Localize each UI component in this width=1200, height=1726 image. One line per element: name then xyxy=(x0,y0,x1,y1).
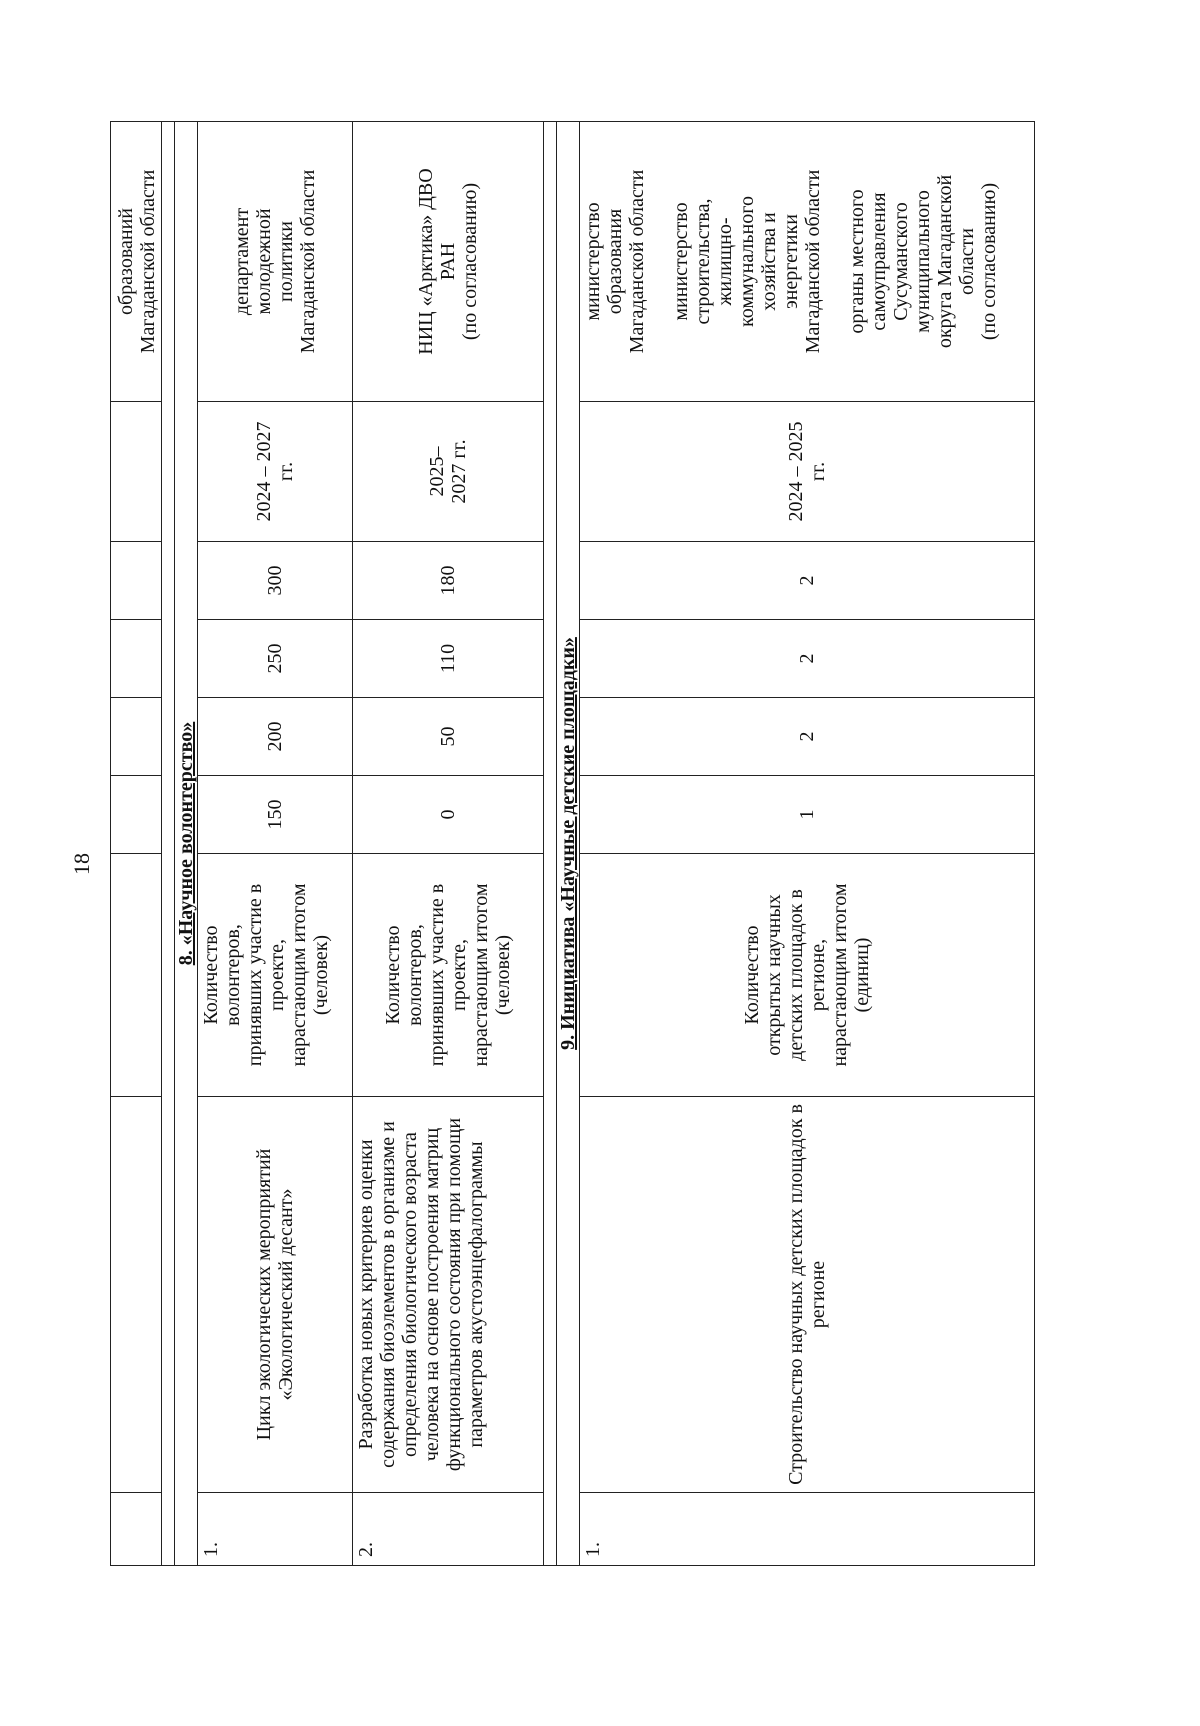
row-number: 2. xyxy=(353,1493,544,1566)
row-number: 1. xyxy=(580,1493,1035,1566)
value-cell-3: 110 xyxy=(353,620,544,698)
value-cell-3: 250 xyxy=(198,620,353,698)
value-cell-3: 2 xyxy=(580,620,1035,698)
value-cell-2: 2 xyxy=(580,698,1035,776)
section-title: 9. Инициатива «Научные детские площадки» xyxy=(557,637,579,1050)
value-cell-4: 300 xyxy=(198,542,353,620)
section-header-9 xyxy=(557,122,580,1566)
responsible-cell: НИЦ «Арктика» ДВО РАН (по согласованию) xyxy=(353,122,544,402)
responsible-cell: образований Магаданской области xyxy=(111,122,162,402)
indicator-cell: Количество волонтеров, принявших участие в проекте, нарастающим итогом (человек) xyxy=(198,854,353,1097)
indicator-cell: Количество открытых научных детских площадок в регионе, нарастающим итогом (единиц) xyxy=(580,854,1035,1097)
period-cell: 2024 – 2027 гг. xyxy=(198,402,353,542)
events-table xyxy=(110,121,1035,1566)
page-number: 18 xyxy=(69,853,94,875)
value-cell-2: 200 xyxy=(198,698,353,776)
spacer-row xyxy=(544,122,557,1566)
responsible-organization: министерство строительства, жилищно- коммунального хозяйства и энергетики Магаданской области xyxy=(670,169,824,354)
value-cell-4: 2 xyxy=(580,542,1035,620)
responsible-cell: департамент молодежной политики Магаданской области xyxy=(198,122,353,402)
table-row xyxy=(580,122,1035,1566)
responsible-organization: органы местного самоуправления Сусуманского муниципального округа Магаданской области (по согласованию) xyxy=(846,174,1000,349)
section-header-8 xyxy=(175,122,198,1566)
value-cell-1: 0 xyxy=(353,776,544,854)
period-cell: 2024 – 2025 гг. xyxy=(580,402,1035,542)
previous-row xyxy=(111,122,162,1566)
spacer-row xyxy=(162,122,175,1566)
event-cell: Разработка новых критериев оценки содержания биоэлементов в организме и определения биологического возраста человека на основе построения матриц функционального состояния при помощи параметров акустоэнцефалограммы xyxy=(353,1097,544,1493)
rotated-table-container xyxy=(110,122,1062,1566)
indicator-cell: Количество волонтеров, принявших участие в проекте, нарастающим итогом (человек) xyxy=(353,854,544,1097)
responsible-organization: министерство образования Магаданской области xyxy=(582,169,648,354)
responsible-cell xyxy=(580,122,1035,402)
row-number: 1. xyxy=(198,1493,353,1566)
value-cell-2: 50 xyxy=(353,698,544,776)
event-cell: Цикл экологических мероприятий «Экологический десант» xyxy=(198,1097,353,1493)
section-title: 8. «Научное волонтерство» xyxy=(175,721,197,966)
table-row xyxy=(353,122,544,1566)
event-cell: Строительство научных детских площадок в регионе xyxy=(580,1097,1035,1493)
value-cell-1: 150 xyxy=(198,776,353,854)
table-row xyxy=(198,122,353,1566)
value-cell-1: 1 xyxy=(580,776,1035,854)
period-cell: 2025– 2027 гг. xyxy=(353,402,544,542)
value-cell-4: 180 xyxy=(353,542,544,620)
